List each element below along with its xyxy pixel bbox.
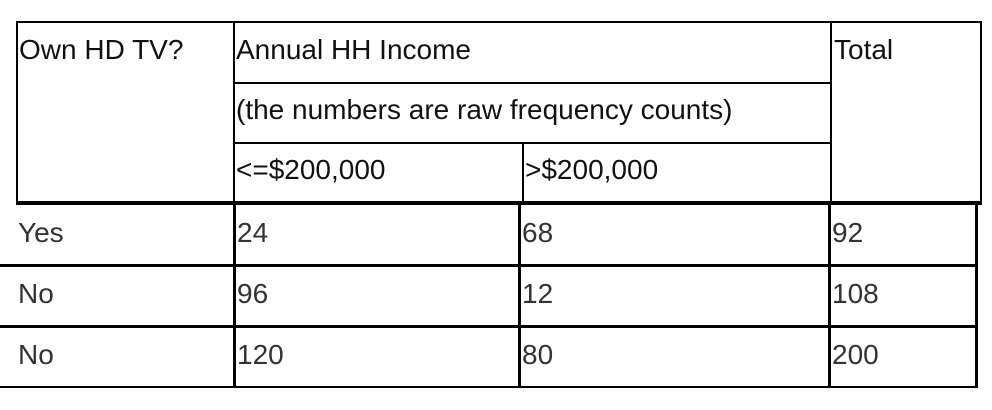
border-line: [233, 142, 831, 144]
border-line: [0, 386, 978, 388]
border-line: [16, 21, 982, 23]
border-line: [0, 264, 978, 267]
border-line: [830, 21, 832, 204]
cell-total: 108: [832, 278, 879, 309]
cell-high-income: 68: [522, 217, 554, 248]
row-label: No: [18, 278, 54, 309]
border-line: [16, 201, 982, 205]
border-line: [980, 21, 982, 204]
cell-high-income: 12: [522, 278, 554, 309]
header-total: Total: [834, 34, 894, 65]
border-line: [233, 21, 235, 204]
row-label: Yes: [18, 217, 64, 248]
cell-total: 92: [832, 217, 864, 248]
cell-low-income: 24: [237, 217, 269, 248]
header-low-income: <=$200,000: [236, 154, 386, 185]
header-annual-hh-income: Annual HH Income: [236, 34, 472, 65]
cell-high-income: 80: [522, 339, 554, 370]
cell-low-income: 96: [237, 278, 269, 309]
border-line: [16, 21, 18, 204]
header-note: (the numbers are raw frequency counts): [236, 94, 733, 125]
border-line: [828, 201, 831, 388]
border-line: [518, 201, 521, 388]
border-line: [975, 201, 978, 388]
row-label: No: [18, 339, 54, 370]
border-line: [233, 201, 236, 388]
cell-total: 200: [832, 339, 879, 370]
header-own-hd-tv: Own HD TV?: [19, 34, 184, 65]
header-high-income: >$200,000: [525, 154, 659, 185]
border-line: [233, 82, 831, 84]
border-line: [522, 142, 524, 204]
cell-low-income: 120: [237, 339, 284, 370]
border-line: [0, 325, 978, 328]
